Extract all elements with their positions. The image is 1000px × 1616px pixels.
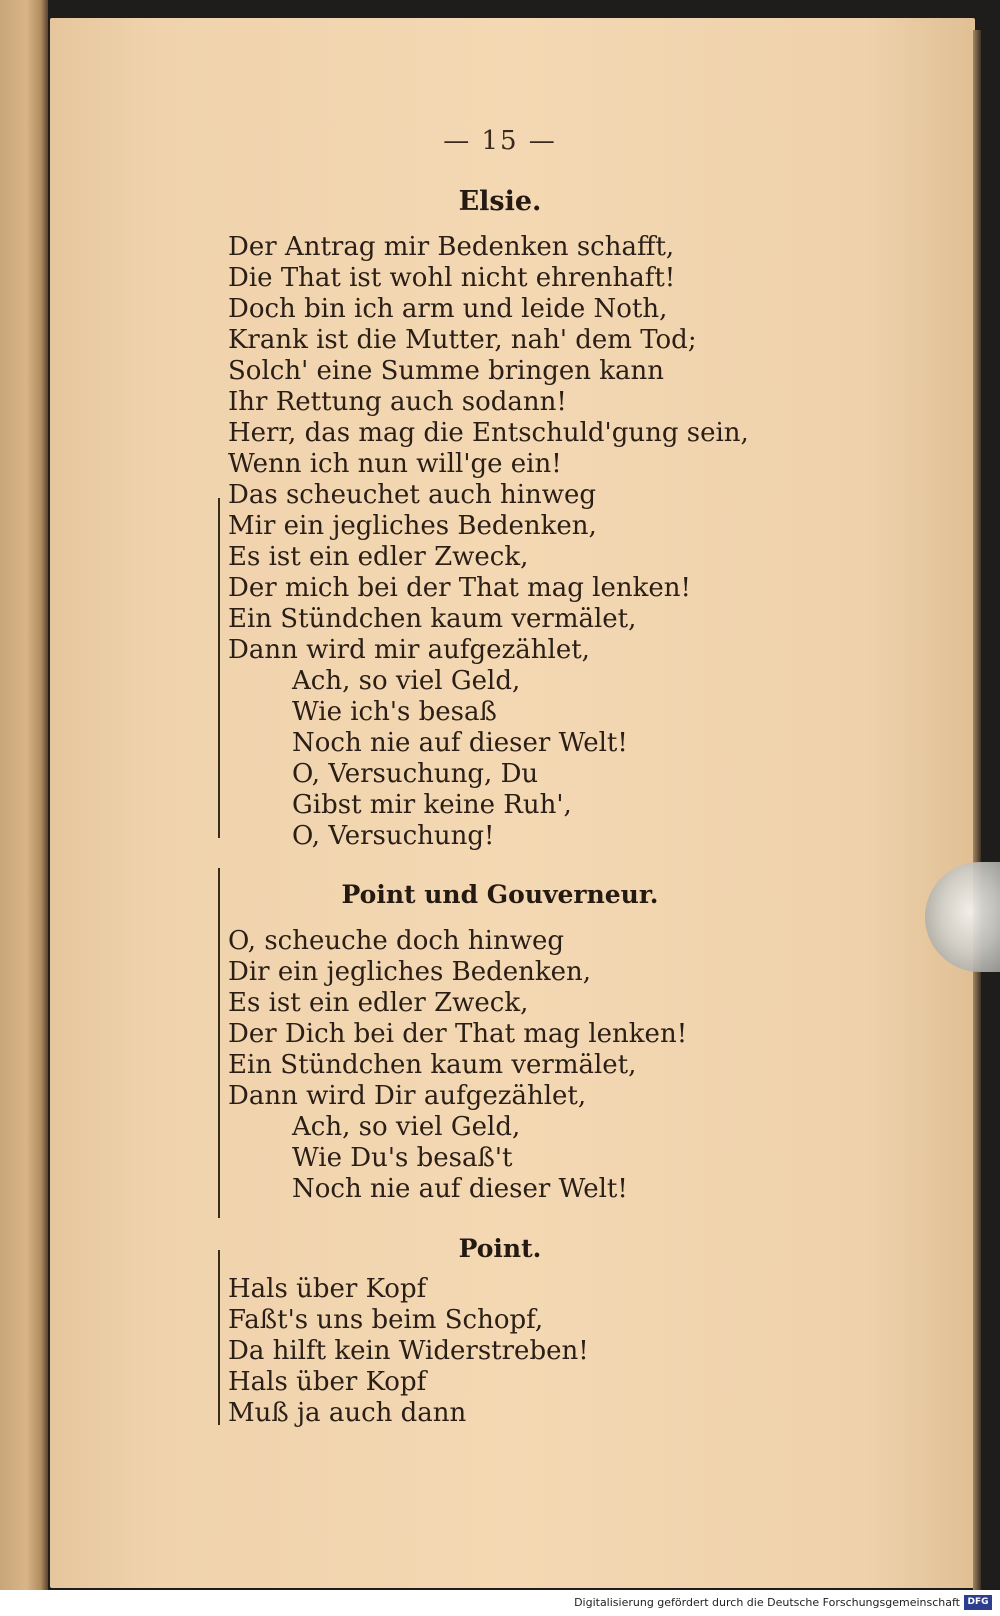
verse-line: Der Dich bei der That mag lenken! <box>228 1019 688 1049</box>
ensemble-bracket <box>218 1250 220 1425</box>
verse-line: Ach, so viel Geld, <box>292 1112 521 1142</box>
verse-line: Noch nie auf dieser Welt! <box>292 1174 628 1204</box>
verse-line: Das scheuchet auch hinweg <box>228 480 597 510</box>
verse-line: Es ist ein edler Zweck, <box>228 542 529 572</box>
footer-bar <box>0 1590 1000 1616</box>
verse-line: Hals über Kopf <box>228 1274 427 1304</box>
facing-page-edge <box>0 0 48 1590</box>
verse-line: Faßt's uns beim Schopf, <box>228 1305 544 1335</box>
speaker-heading-point: Point. <box>458 1234 542 1263</box>
verse-line: Dann wird mir aufgezählet, <box>228 635 590 665</box>
verse-line: Der Antrag mir Bedenken schafft, <box>228 232 675 262</box>
verse-line: Ach, so viel Geld, <box>292 666 521 696</box>
verse-line: Wie ich's besaß <box>292 697 497 727</box>
verse-line: Dir ein jegliches Bedenken, <box>228 957 592 987</box>
verse-line: Wie Du's besaß't <box>292 1143 513 1173</box>
verse-line: Wenn ich nun will'ge ein! <box>228 449 562 479</box>
verse-line: Herr, das mag die Entschuld'gung sein, <box>228 418 749 448</box>
verse-line: Die That ist wohl nicht ehrenhaft! <box>228 263 676 293</box>
verse-line: Mir ein jegliches Bedenken, <box>228 511 597 541</box>
ensemble-bracket <box>218 498 220 838</box>
verse-line: Hals über Kopf <box>228 1367 427 1397</box>
verse-block-point <box>228 1274 888 1429</box>
speaker-heading-elsie: Elsie. <box>458 186 542 217</box>
verse-line: O, scheuche doch hinweg <box>228 926 565 956</box>
verse-line: Noch nie auf dieser Welt! <box>292 728 628 758</box>
dfg-logo-icon: DFG <box>964 1595 992 1610</box>
verse-line: O, Versuchung, Du <box>292 759 539 789</box>
verse-line: Doch bin ich arm und leide Noth, <box>228 294 668 324</box>
verse-block-point-gouverneur <box>228 926 888 1205</box>
verse-line: Solch' eine Summe bringen kann <box>228 356 665 386</box>
funding-credit: Digitalisierung gefördert durch die Deutsche Forschungsgemeinschaft <box>574 1596 960 1609</box>
page-edge-shadow <box>973 30 981 1590</box>
verse-block-elsie <box>228 232 888 852</box>
verse-line: Ihr Rettung auch sodann! <box>228 387 567 417</box>
verse-line: Muß ja auch dann <box>228 1398 467 1428</box>
verse-line: Der mich bei der That mag lenken! <box>228 573 691 603</box>
verse-line: Ein Stündchen kaum vermälet, <box>228 604 637 634</box>
verse-line: Da hilft kein Widerstreben! <box>228 1336 589 1366</box>
verse-line: Gibst mir keine Ruh', <box>292 790 572 820</box>
verse-line: Krank ist die Mutter, nah' dem Tod; <box>228 325 697 355</box>
page-number: — 15 — <box>443 126 557 156</box>
verse-line: Ein Stündchen kaum vermälet, <box>228 1050 637 1080</box>
verse-line: Dann wird Dir aufgezählet, <box>228 1081 587 1111</box>
ensemble-bracket <box>218 868 220 1218</box>
verse-line: O, Versuchung! <box>292 821 495 851</box>
verse-line: Es ist ein edler Zweck, <box>228 988 529 1018</box>
speaker-heading-point-gouverneur: Point und Gouverneur. <box>341 880 659 909</box>
